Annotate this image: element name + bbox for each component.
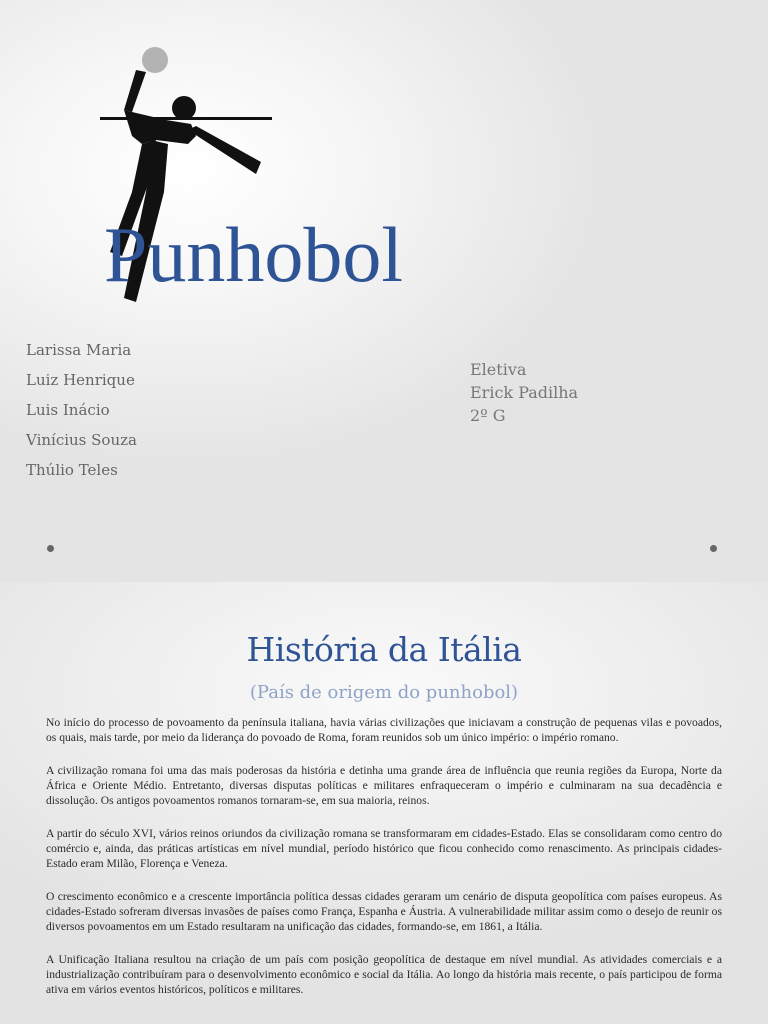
paragraph: A partir do século XVI, vários reinos oriundos da civilização romana se transformaram em cidades-Estado. Elas se consolidaram como centro do comércio e, ainda, das práticas artísticas em nível mundial, período histórico que ficou conhecido como renascimento. As principais cidades-Estado eram Milão, Florença e Veneza. [46, 827, 722, 870]
paragraph: No início do processo de povoamento da península italiana, havia várias civilizações que iniciavam a construção de pequenas vilas e povoados, os quais, mais tarde, por meio da liderança do povoado de Roma, foram reunidos sob um único império: o império romano. [46, 716, 722, 744]
paragraph: A Unificação Italiana resultou na criação de um país com posição geopolítica de destaque em nível mundial. As atividades comerciais e a industrialização contribuíram para o desenvolvimento econômico e social da Itália. Ao longo da história mais recente, o país participou de forma ativa em vários eventos históricos, políticos e militares. [46, 953, 722, 996]
paragraph: A civilização romana foi uma das mais poderosas da história e detinha uma grande área de influência que reunia regiões da Europa, Norte da África e Oriente Médio. Entretanto, diversas disputas políticas e militares enfraqueceram o império e culminaram na sua decadência e dissolução. Os antigos povoamentos romanos tornaram-se, em sua maioria, reinos. [46, 764, 722, 807]
bullet-dot [47, 545, 54, 552]
member-name: Vinícius Souza [26, 431, 137, 449]
subject-label: Eletiva [470, 360, 527, 379]
member-name: Luis Inácio [26, 401, 110, 419]
presentation-title: Punhobol [104, 211, 404, 298]
ball-icon [142, 47, 168, 73]
history-slide [0, 582, 768, 1024]
member-name: Luiz Henrique [26, 371, 135, 389]
bullet-dot [710, 545, 717, 552]
member-list [26, 340, 137, 490]
member-name: Thúlio Teles [26, 461, 118, 479]
member-name: Larissa Maria [26, 341, 132, 359]
teacher-name: Erick Padilha [470, 383, 579, 402]
class-label: 2º G [470, 406, 506, 425]
paragraph: O crescimento econômico e a crescente importância política dessas cidades geraram um cenário de disputa geopolítica com países europeus. As cidades-Estado sofreram diversas invasões de países como França, Espanha e Áustria. A vulnerabilidade militar assim como o desejo de reunir os diversos povoamentos em um Estado resultaram na unificação das cidades, formando-se, em 1861, a Itália. [46, 890, 722, 933]
slide-subtitle: (País de origem do punhobol) [249, 682, 519, 703]
course-info [470, 358, 578, 427]
body-text [46, 715, 722, 1015]
slide-title: História da Itália [246, 630, 522, 669]
